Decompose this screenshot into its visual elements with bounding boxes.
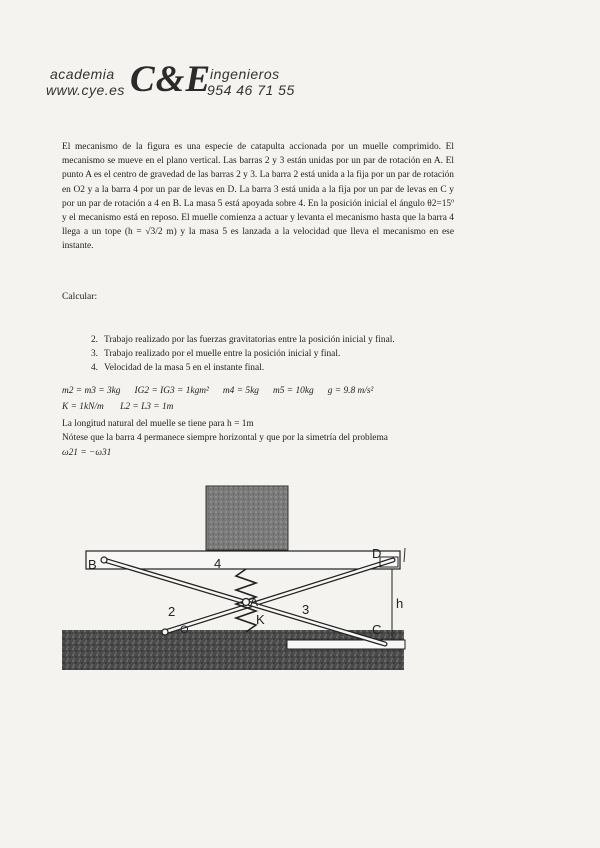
margin-mark [404, 548, 405, 562]
list-item [76, 361, 395, 375]
header-ingenieros: ingenieros [210, 66, 280, 82]
pin-a [243, 599, 250, 606]
pin-o2 [162, 629, 168, 635]
label-a: A [250, 595, 259, 609]
label-bar-2: 2 [168, 604, 176, 619]
task-list [76, 333, 395, 375]
calc-label: Calcular: [62, 291, 98, 302]
mass-5 [206, 486, 288, 550]
data-line-masses: m2 = m3 = 3kg IG2 = IG3 = 1kgm² m4 = 5kg m5 = 10kg g = 9.8 m/s² [62, 386, 374, 396]
task-number: 3. [90, 349, 98, 359]
data-line-spring: K = 1kN/m L2 = L3 = 1m [62, 402, 174, 412]
label-o: O [180, 624, 189, 636]
label-b: B [88, 557, 97, 572]
label-c: C [372, 622, 382, 637]
task-text: Trabajo realizado por las fuerzas gravitatorias entre la posición inicial y final. [104, 335, 395, 345]
task-number: 4. [90, 363, 98, 373]
header-phone: 954 46 71 55 [207, 82, 295, 98]
task-number: 2. [90, 335, 98, 345]
list-item [76, 333, 395, 347]
label-bar-4: 4 [214, 556, 222, 571]
note-natural-length: La longitud natural del muelle se tiene para h = 1m [62, 419, 254, 429]
mechanism-figure [0, 480, 600, 680]
label-h: h [396, 596, 404, 611]
note-horizontal: Nótese que la barra 4 permanece siempre horizontal y que por la simetría del problema [62, 433, 388, 443]
task-text: Velocidad de la masa 5 en el instante final. [104, 363, 265, 373]
brand-logo: C&E [130, 59, 212, 100]
problem-statement: El mecanismo de la figura es una especie de catapulta accionada por un muelle comprimido. El mecanismo se mueve en el plano vertical. Las barras 2 y 3 están unidas por un par de rotación en A. El punto A es el centro de gravedad de las barras 2 y 3. La barra 2 está unida a la fija por un par de rotación en O2 y a la barra 4 por un par de levas en D. La barra 3 está unida a la fija por un par de levas en C y por un par de rotación a 4 en B. La masa 5 está apoyada sobre 4. En la posición inicial el ángulo θ2=15º y el mecanismo está en reposo. El muelle comienza a actuar y levanta el mecanismo hasta que la barra 4 llega a un tope (h = √3/2 m) y la masa 5 es lanzada a la velocidad que lleva el mecanismo en ese instante. [62, 142, 454, 252]
bar-2-core [165, 560, 393, 632]
label-bar-3: 3 [302, 602, 310, 617]
list-item [76, 347, 395, 361]
task-text: Trabajo realizado por el muelle entre la posición inicial y final. [104, 349, 341, 359]
label-k: K [256, 612, 265, 627]
label-d: D [372, 546, 382, 561]
note-omega: ω21 = −ω31 [62, 448, 112, 458]
header-academia: academia [50, 66, 115, 82]
pin-b [101, 557, 107, 563]
header-website: www.cye.es [46, 82, 125, 98]
